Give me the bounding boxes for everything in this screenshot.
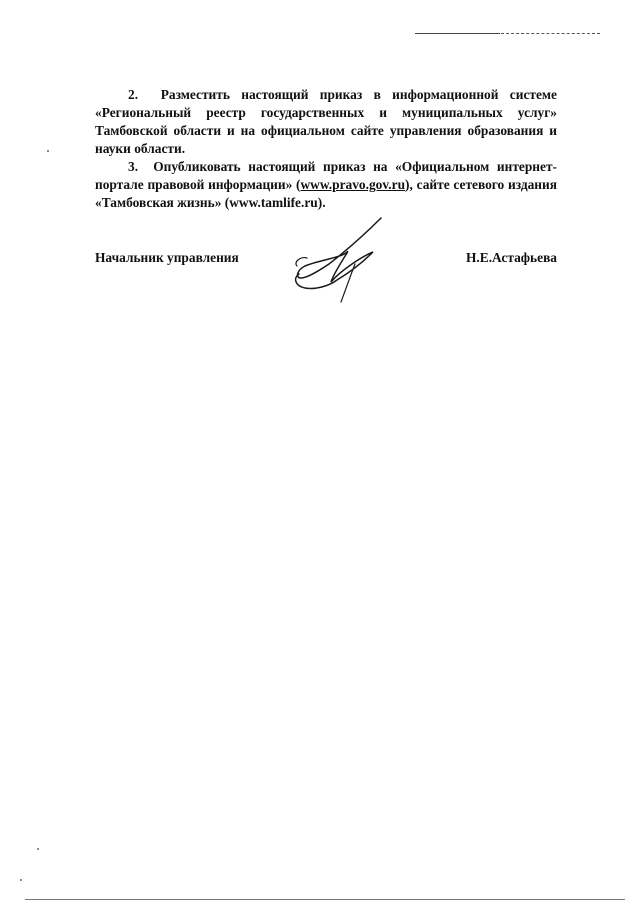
paragraph-text: 2. Разместить настоящий приказ в информационной системе «Региональный реестр государственных и муниципальных услуг» Тамбовской области и на официальном сайте управления образования и науки области. [95,87,557,156]
paragraph-text: ), сайте сетевого издания «Тамбовская жизнь» (www.tamlife.ru). [95,177,557,210]
top-solid-rule [415,33,500,34]
pravo-link[interactable]: www.pravo.gov.ru [300,177,406,192]
scan-speck [37,848,39,850]
order-paragraph [95,86,557,158]
scan-speck [20,879,22,881]
signatory-name: Н.Е.Астафьева [466,250,557,265]
bottom-rule [25,899,625,900]
order-paragraph [95,158,557,212]
handwritten-signature [285,212,395,307]
order-body-text [95,86,557,212]
paragraph-text: 3. Опубликовать настоящий приказ на «Официальном интернет-портале правовой информации» ( [95,159,557,192]
scan-speck [47,150,49,152]
signatory-title: Начальник управления [95,250,239,265]
